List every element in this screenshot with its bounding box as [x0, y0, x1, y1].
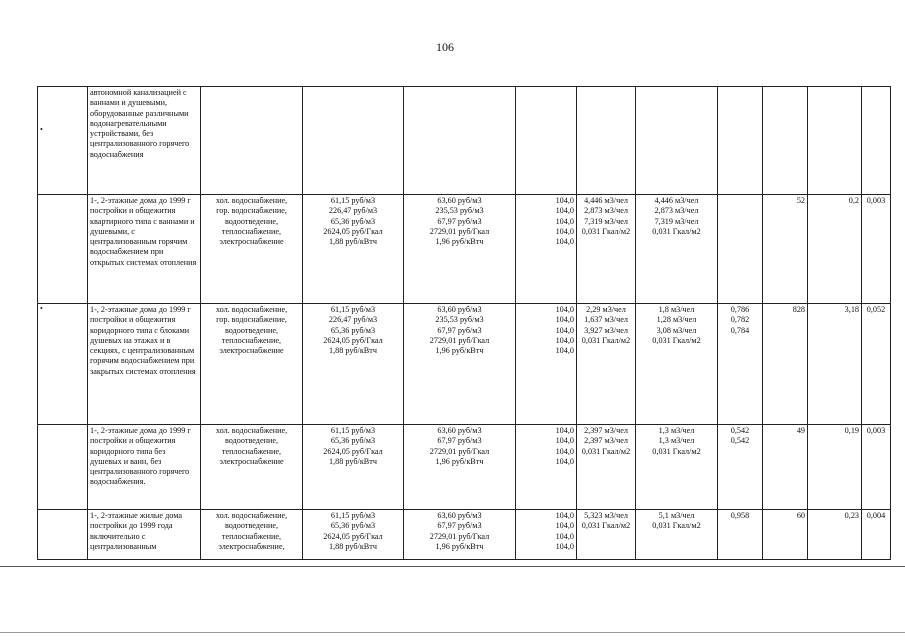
index-cell: [516, 510, 577, 560]
coef-line: 0,542: [730, 436, 750, 446]
v1-cell: [763, 425, 808, 510]
tariff-b-line: 67,97 руб/м3: [437, 216, 482, 226]
v1-value: 49: [796, 426, 805, 435]
norm_b-cell: [636, 425, 718, 510]
marker-cell: [38, 510, 88, 560]
index-cell: [516, 195, 577, 304]
v1-cell: [763, 510, 808, 560]
tariff-b-line: 63,60 руб/м3: [437, 305, 482, 314]
tariff-a-line: 1,88 руб/кВтч: [329, 456, 377, 466]
tariff-b-line: 2729,01 руб/Гкал: [429, 335, 490, 345]
index-cell: [516, 425, 577, 510]
tariff-a-line: 2624,05 руб/Гкал: [323, 335, 383, 345]
tariff_a-cell: [303, 87, 404, 195]
index-line: 104,0: [555, 237, 574, 247]
table-row: [38, 425, 891, 510]
v3-value: 0,004: [866, 511, 886, 520]
norm-a-line: 1,637 м3/чел: [584, 315, 628, 325]
tariff-b-line: 235,53 руб/м3: [435, 315, 484, 325]
service-line: теплоснабжение,: [221, 446, 282, 456]
index-line: 104,0: [555, 426, 574, 435]
tariff-a-line: 61,15 руб/м3: [330, 196, 376, 205]
service-line: хол. водоснабжение,: [215, 305, 288, 314]
tariff-b-line: 67,97 руб/м3: [437, 521, 482, 531]
v2-value: 3,18: [844, 305, 859, 314]
norm_a-cell: [577, 304, 636, 425]
index-line: 104,0: [555, 226, 574, 236]
norm-a-line: 4,446 м3/чел: [584, 196, 628, 205]
v3-value: 0,003: [866, 196, 886, 205]
v3-cell: [862, 425, 891, 510]
service-line: гор. водоснабжение,: [216, 206, 287, 216]
norm-b-line: 2,873 м3/чел: [654, 206, 699, 216]
coef-cell: [718, 195, 763, 304]
norm_b-cell: [636, 87, 718, 195]
tariff-b-line: 1,96 руб/кВтч: [435, 346, 484, 356]
services-cell: [201, 304, 303, 425]
tariff-a-line: 65,36 руб/м3: [330, 436, 376, 446]
v1-cell: [763, 195, 808, 304]
tariff_b-cell: [404, 87, 516, 195]
table-row: [38, 304, 891, 425]
norm-b-line: 1,3 м3/чел: [658, 436, 695, 446]
tariff-a-line: 2624,05 руб/Гкал: [323, 226, 383, 236]
v2-value: 0,2: [848, 196, 859, 205]
v1-value: 828: [792, 305, 805, 314]
norm-a-line: 2,397 м3/чел: [584, 436, 628, 446]
service-line: электроснабжение,: [218, 541, 285, 551]
tariff_a-cell: [303, 425, 404, 510]
v3-value: 0,003: [866, 426, 886, 435]
tariff-b-line: 1,96 руб/кВтч: [435, 456, 484, 466]
norm-b-line: 0,031 Гкал/м2: [652, 521, 701, 531]
housing-description: 1-, 2-этажные дома до 1999 г постройки и общежития коридорного типа без душевых и ванн, без централизованного горячего водоснабжения.: [90, 426, 191, 487]
index-line: 104,0: [555, 521, 574, 531]
norm_a-cell: [577, 195, 636, 304]
tariff-a-line: 1,88 руб/кВтч: [329, 346, 377, 356]
index-line: 104,0: [555, 456, 574, 466]
tariff-a-line: 226,47 руб/м3: [328, 315, 378, 325]
tariff_a-cell: [303, 195, 404, 304]
tariff-b-line: 2729,01 руб/Гкал: [429, 446, 490, 456]
bottom-rule: [0, 566, 905, 567]
coef-cell: [718, 425, 763, 510]
index-line: 104,0: [555, 216, 574, 226]
tariff-a-line: 226,47 руб/м3: [328, 206, 378, 216]
service-line: электроснабжение: [219, 346, 284, 356]
tariff-a-line: 2624,05 руб/Гкал: [323, 531, 383, 541]
norm-a-line: 2,873 м3/чел: [584, 206, 628, 216]
norm_a-cell: [577, 425, 636, 510]
norm_a-cell: [577, 510, 636, 560]
tariff-b-line: 63,60 руб/м3: [437, 511, 482, 520]
tariff-table: [37, 86, 891, 560]
service-line: теплоснабжение,: [221, 226, 282, 236]
index-line: 104,0: [555, 196, 574, 205]
index-cell: [516, 304, 577, 425]
norm-b-line: 7,319 м3/чел: [654, 216, 699, 226]
description-cell: [88, 510, 201, 560]
marker-cell: [38, 195, 88, 304]
tariff-a-line: 61,15 руб/м3: [330, 426, 376, 435]
index-line: 104,0: [555, 436, 574, 446]
norm-a-line: 7,319 м3/чел: [584, 216, 628, 226]
coef-line: 0,542: [730, 426, 750, 435]
service-line: хол. водоснабжение,: [215, 196, 288, 205]
v2-cell: [808, 87, 862, 195]
norm_a-cell: [577, 87, 636, 195]
norm_b-cell: [636, 304, 718, 425]
services-cell: [201, 510, 303, 560]
tariff_b-cell: [404, 510, 516, 560]
service-line: водоотведение,: [224, 521, 279, 531]
tariff-a-line: 65,36 руб/м3: [330, 325, 376, 335]
index-line: 104,0: [555, 325, 574, 335]
housing-description: автономной канализацией с ваннами и душевыми, оборудованные различными водонагревательными устройствами, без централизованного горячего водоснабжения: [90, 88, 190, 159]
index-line: 104,0: [555, 335, 574, 345]
service-line: электроснабжение: [219, 456, 284, 466]
index-line: 104,0: [555, 531, 574, 541]
norm-a-line: 0,031 Гкал/м2: [581, 446, 631, 456]
v3-cell: [862, 87, 891, 195]
index-cell: [516, 87, 577, 195]
norm-a-line: 3,927 м3/чел: [584, 325, 628, 335]
bullet-marker: •: [40, 125, 43, 134]
page-number: 106: [436, 40, 454, 54]
description-cell: [88, 87, 201, 195]
tariff-b-line: 1,96 руб/кВтч: [435, 541, 484, 551]
housing-description: 1-, 2-этажные дома до 1999 г постройки и общежития квартирного типа с ваннами и душевыми, с централизованным горячим водоснабжением при открытых системах отопления: [90, 196, 197, 267]
service-line: хол. водоснабжение,: [215, 426, 288, 435]
norm-a-line: 0,031 Гкал/м2: [581, 335, 631, 345]
v1-cell: [763, 304, 808, 425]
tariff-b-line: 63,60 руб/м3: [437, 426, 482, 435]
service-line: гор. водоснабжение,: [216, 315, 287, 325]
norm-a-line: 0,031 Гкал/м2: [581, 521, 631, 531]
v1-value: 52: [796, 196, 805, 205]
tariff_b-cell: [404, 304, 516, 425]
service-line: теплоснабжение,: [221, 531, 282, 541]
index-line: 104,0: [555, 315, 574, 325]
coef-cell: [718, 87, 763, 195]
table-row: [38, 510, 891, 560]
table-row: [38, 87, 891, 195]
v1-value: 60: [796, 511, 805, 520]
tariff_b-cell: [404, 195, 516, 304]
marker-cell: [38, 304, 88, 425]
v2-cell: [808, 510, 862, 560]
housing-description: 1-, 2-этажные жилые дома постройки до 1999 года включительно с централизованным: [90, 511, 182, 551]
coef-line: 0,782: [730, 315, 750, 325]
norm-a-line: 5,323 м3/чел: [584, 511, 628, 520]
marker-cell: [38, 425, 88, 510]
norm-a-line: 0,031 Гкал/м2: [581, 226, 631, 236]
coef-line: 0,784: [730, 325, 750, 335]
norm-a-line: 2,29 м3/чел: [586, 305, 626, 314]
norm-b-line: 0,031 Гкал/м2: [652, 446, 701, 456]
service-line: хол. водоснабжение,: [215, 511, 288, 520]
norm-b-line: 1,28 м3/чел: [656, 315, 697, 325]
coef-cell: [718, 510, 763, 560]
index-line: 104,0: [555, 206, 574, 216]
footer-rule: [0, 632, 905, 633]
norm-b-line: 1,3 м3/чел: [658, 426, 695, 435]
v2-value: 0,19: [844, 426, 859, 435]
service-line: водоотведение,: [224, 436, 279, 446]
tariff-a-line: 65,36 руб/м3: [330, 216, 376, 226]
tariff-b-line: 63,60 руб/м3: [437, 196, 482, 205]
index-line: 104,0: [555, 446, 574, 456]
v3-cell: [862, 510, 891, 560]
housing-description: 1-, 2-этажные дома до 1999 г постройки и общежития коридорного типа с блоками душевых на этажах и в секциях, с централизованным горячим водоснабжением при закрытых системах отопления: [90, 305, 196, 376]
marker-cell: [38, 87, 88, 195]
index-line: 104,0: [555, 541, 574, 551]
tariff-a-line: 2624,05 руб/Гкал: [323, 446, 383, 456]
tariff-b-line: 235,53 руб/м3: [435, 206, 484, 216]
services-cell: [201, 87, 303, 195]
norm-b-line: 4,446 м3/чел: [654, 196, 699, 205]
v2-cell: [808, 304, 862, 425]
tariff-a-line: 61,15 руб/м3: [330, 511, 376, 520]
services-cell: [201, 425, 303, 510]
tariff_a-cell: [303, 510, 404, 560]
description-cell: [88, 425, 201, 510]
tariff-b-line: 67,97 руб/м3: [437, 325, 482, 335]
index-line: 104,0: [555, 346, 574, 356]
v3-value: 0,052: [866, 305, 886, 314]
norm-b-line: 0,031 Гкал/м2: [652, 226, 701, 236]
v2-cell: [808, 425, 862, 510]
norm-b-line: 3,08 м3/чел: [656, 325, 697, 335]
service-line: электроснабжение: [219, 237, 284, 247]
tariff-a-line: 1,88 руб/кВтч: [329, 541, 377, 551]
service-line: водоотведение,: [224, 216, 279, 226]
coef-line: 0,786: [730, 305, 750, 314]
service-line: водоотведение,: [224, 325, 279, 335]
services-cell: [201, 195, 303, 304]
tariff_b-cell: [404, 425, 516, 510]
description-cell: [88, 304, 201, 425]
norm_b-cell: [636, 195, 718, 304]
coef-cell: [718, 304, 763, 425]
v3-cell: [862, 195, 891, 304]
norm-b-line: 1,8 м3/чел: [658, 305, 695, 314]
description-cell: [88, 195, 201, 304]
v3-cell: [862, 304, 891, 425]
table-row: [38, 195, 891, 304]
bullet-marker: •: [40, 304, 43, 313]
norm-b-line: 5,1 м3/чел: [658, 511, 695, 520]
norm_b-cell: [636, 510, 718, 560]
tariff-b-line: 67,97 руб/м3: [437, 436, 482, 446]
v1-cell: [763, 87, 808, 195]
tariff-b-line: 2729,01 руб/Гкал: [429, 531, 490, 541]
tariff-a-line: 65,36 руб/м3: [330, 521, 376, 531]
tariff-b-line: 2729,01 руб/Гкал: [429, 226, 490, 236]
tariff-a-line: 1,88 руб/кВтч: [329, 237, 377, 247]
tariff_a-cell: [303, 304, 404, 425]
coef-line: 0,958: [730, 511, 750, 520]
v2-cell: [808, 195, 862, 304]
index-line: 104,0: [555, 511, 574, 520]
service-line: теплоснабжение,: [221, 335, 282, 345]
norm-b-line: 0,031 Гкал/м2: [652, 335, 701, 345]
tariff-b-line: 1,96 руб/кВтч: [435, 237, 484, 247]
v2-value: 0,23: [844, 511, 859, 520]
index-line: 104,0: [555, 305, 574, 314]
tariff-a-line: 61,15 руб/м3: [330, 305, 376, 314]
norm-a-line: 2,397 м3/чел: [584, 426, 628, 435]
